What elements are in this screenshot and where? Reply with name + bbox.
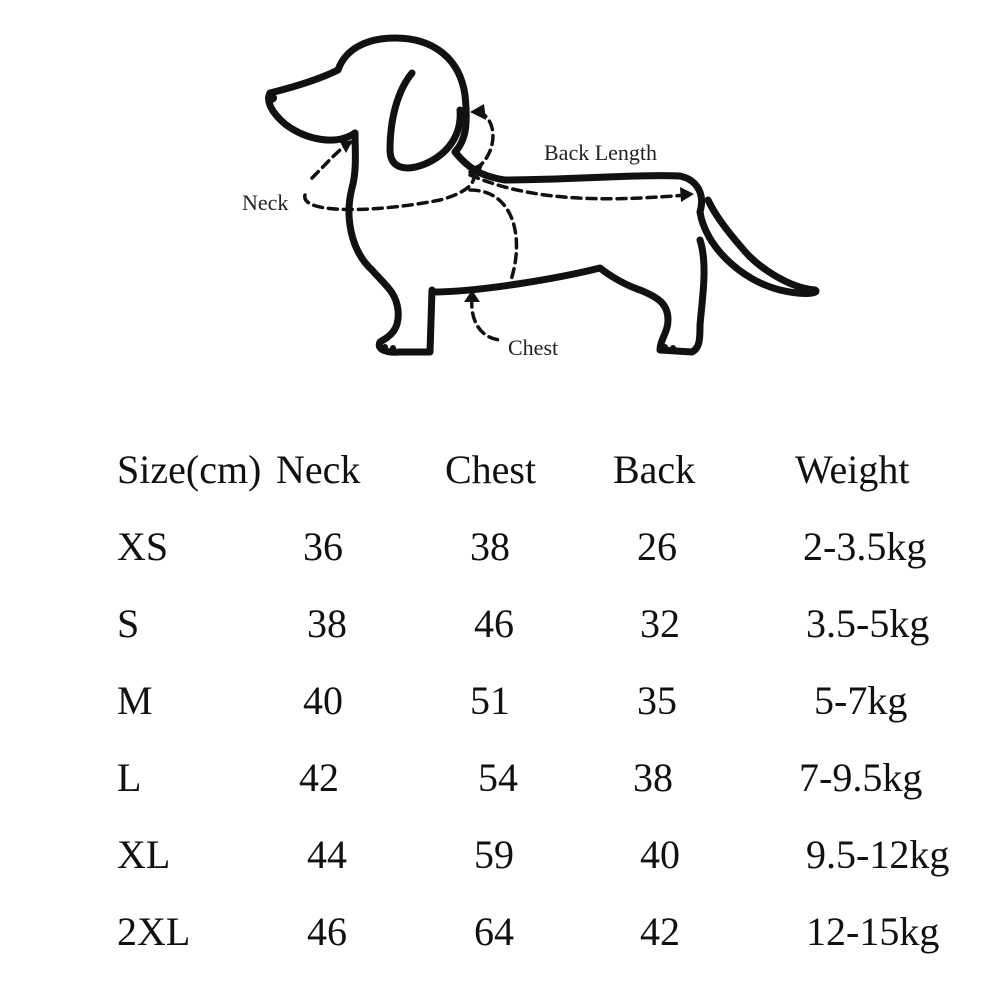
- row-xs-size: XS: [117, 524, 169, 569]
- row-m-size: M: [117, 678, 153, 723]
- row-xs-back: 26: [637, 524, 677, 569]
- header-weight: Weight: [795, 447, 910, 492]
- row-l-chest: 54: [478, 755, 518, 800]
- row-l-neck: 42: [299, 755, 339, 800]
- dachshund-outline-icon: [0, 0, 1000, 400]
- header-chest: Chest: [445, 447, 537, 492]
- dog-measurement-diagram: [0, 0, 1000, 400]
- row-s-back: 32: [640, 601, 680, 646]
- header-size: Size(cm): [117, 447, 262, 492]
- row-m-chest: 51: [470, 678, 510, 723]
- row-xs-weight: 2-3.5kg: [803, 524, 927, 569]
- neck-label: Neck: [242, 190, 289, 215]
- row-2xl-weight: 12-15kg: [806, 909, 940, 954]
- row-2xl-neck: 46: [307, 909, 347, 954]
- row-s-chest: 46: [474, 601, 514, 646]
- row-xl-size: XL: [117, 832, 171, 877]
- row-xl-neck: 44: [307, 832, 347, 877]
- row-xl-weight: 9.5-12kg: [806, 832, 950, 877]
- row-2xl-back: 42: [640, 909, 680, 954]
- row-xl-back: 40: [640, 832, 680, 877]
- row-l-size: L: [117, 755, 142, 800]
- row-m-back: 35: [637, 678, 677, 723]
- header-neck: Neck: [276, 447, 361, 492]
- row-xs-chest: 38: [470, 524, 510, 569]
- row-2xl-chest: 64: [474, 909, 514, 954]
- row-l-weight: 7-9.5kg: [799, 755, 923, 800]
- back-length-label: Back Length: [544, 140, 658, 165]
- row-s-size: S: [117, 601, 140, 646]
- row-s-neck: 38: [307, 601, 347, 646]
- row-l-back: 38: [633, 755, 673, 800]
- row-s-weight: 3.5-5kg: [806, 601, 930, 646]
- row-m-neck: 40: [303, 678, 343, 723]
- row-m-weight: 5-7kg: [814, 678, 908, 723]
- row-xl-chest: 59: [474, 832, 514, 877]
- row-xs-neck: 36: [303, 524, 343, 569]
- header-back: Back: [613, 447, 696, 492]
- chest-label: Chest: [508, 335, 559, 360]
- row-2xl-size: 2XL: [117, 909, 191, 954]
